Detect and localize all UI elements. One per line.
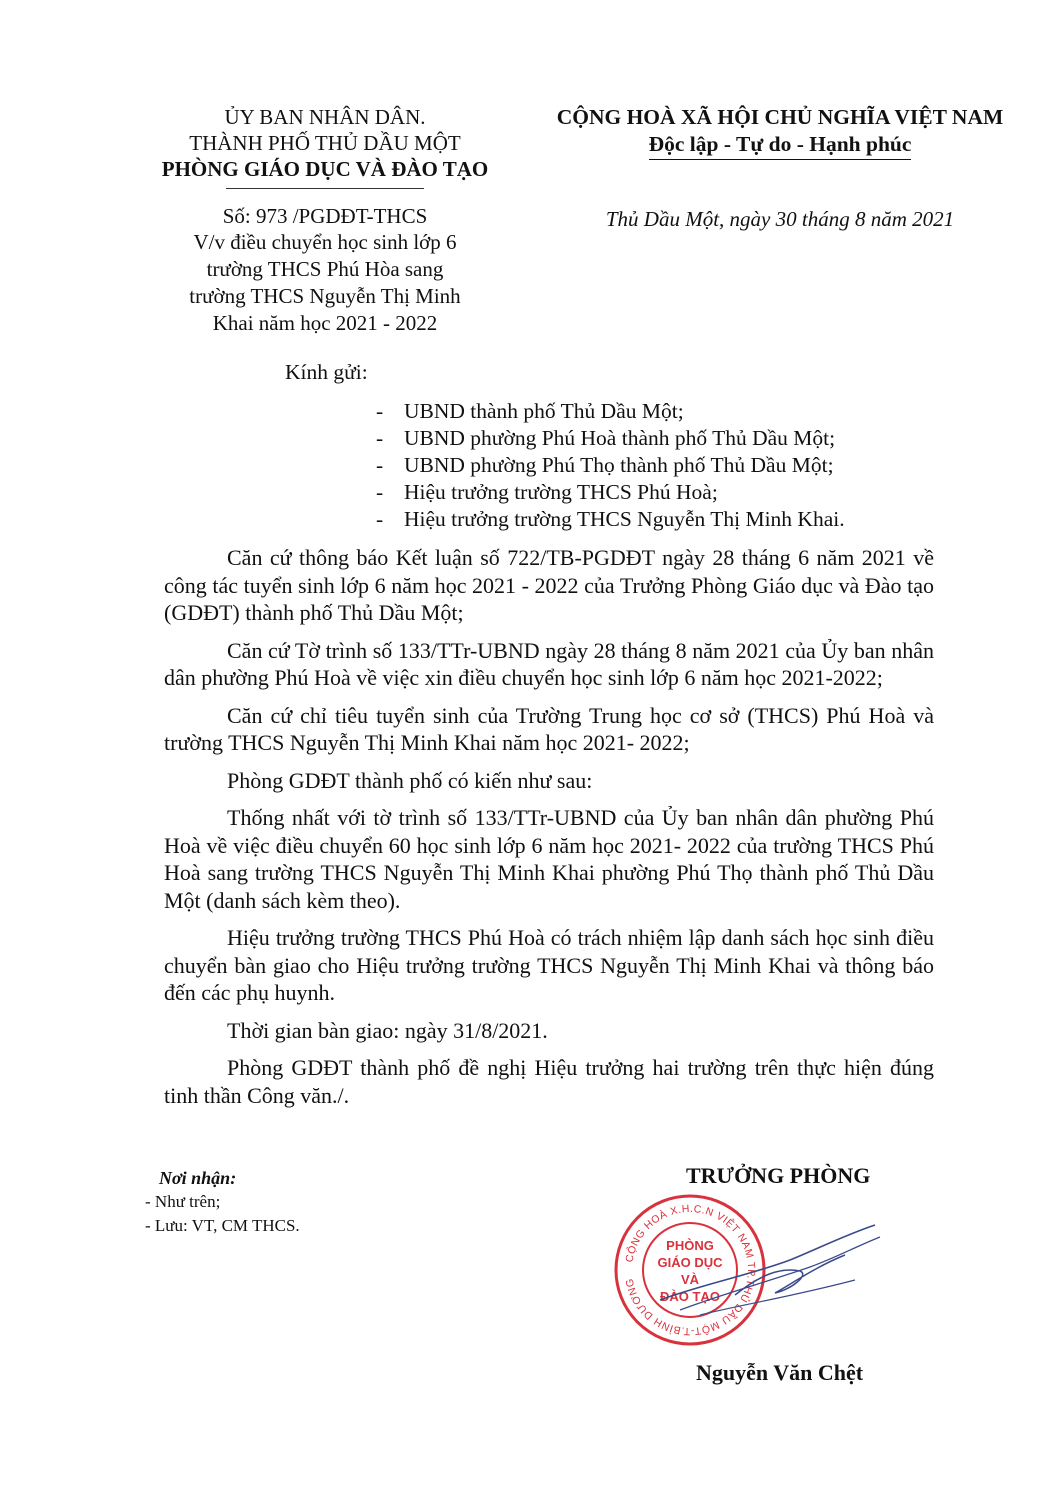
body-paragraph: Căn cứ thông báo Kết luận số 722/TB-PGDĐT ngày 28 tháng 6 năm 2021 về công tác tuyển sinh lớp 6 năm học 2021 - 2022 của Trưởng Phòng Giáo dục và Đào tạo (GDĐT) thành phố Thủ Dầu Một; — [164, 545, 934, 625]
signer-title: TRƯỞNG PHÒNG — [686, 1163, 871, 1188]
distribution-item: - Lưu: VT, CM THCS. — [145, 1216, 300, 1235]
list-item: - Hiệu trưởng trường THCS Phú Hoà; — [376, 480, 718, 504]
department-name: PHÒNG GIÁO DỤC VÀ ĐÀO TẠO — [161, 157, 489, 181]
body-paragraph: Phòng GDĐT thành phố có kiến như sau: — [227, 767, 593, 793]
svg-text:ĐÀO TẠO: ĐÀO TẠO — [660, 1289, 720, 1304]
list-item: - UBND thành phố Thủ Dầu Một; — [376, 399, 684, 423]
body-paragraph: Căn cứ Tờ trình số 133/TTr-UBND ngày 28 tháng 8 năm 2021 của Ủy ban nhân dân phường Phú Hoà về việc xin điều chuyển học sinh lớp 6 năm học 2021-2022; — [164, 637, 934, 690]
list-item: - UBND phường Phú Hoà thành phố Thủ Dầu Một; — [376, 426, 836, 450]
city-name: THÀNH PHỐ THỦ DẦU MỘT — [189, 131, 461, 155]
subject-line: trường THCS Phú Hòa sang — [206, 257, 444, 281]
distribution-title: Nơi nhận: — [159, 1168, 237, 1188]
issuing-agency-block — [130, 104, 520, 337]
distribution-list — [145, 1166, 300, 1238]
body-paragraph: Phòng GDĐT thành phố đề nghị Hiệu trưởng hai trường trên thực hiện đúng tinh thần Công văn./. — [164, 1055, 934, 1108]
body-paragraph: Thời gian bàn giao: ngày 31/8/2021. — [227, 1017, 548, 1043]
header-divider — [226, 188, 424, 189]
svg-text:GIÁO DỤC: GIÁO DỤC — [657, 1255, 723, 1270]
subject-line: Khai năm học 2021 - 2022 — [212, 311, 438, 335]
body-paragraph: Thống nhất với tờ trình số 133/TTr-UBND của Ủy ban nhân dân phường Phú Hoà về việc điều chuyển 60 học sinh lớp 6 năm học 2021- 2022 của trường THCS Phú Hoà sang trường THCS Nguyễn Thị Minh Khai phường Phú Thọ thành phố Thủ Dầu Một (danh sách kèm theo). — [164, 805, 934, 913]
signer-name: Nguyễn Văn Chệt — [696, 1360, 864, 1385]
body-paragraph: Hiệu trưởng trường THCS Phú Hoà có trách nhiệm lập danh sách học sinh điều chuyển bàn giao cho Hiệu trưởng trường THCS Nguyễn Thị Minh Khai và thông báo đến các phụ huynh. — [164, 925, 934, 1005]
list-item: - UBND phường Phú Thọ thành phố Thủ Dầu Một; — [376, 453, 834, 477]
list-item: - Hiệu trưởng trường THCS Nguyễn Thị Minh Khai. — [376, 507, 845, 531]
greeting: Kính gửi: — [285, 360, 368, 384]
subject-line: trường THCS Nguyễn Thị Minh — [189, 284, 461, 308]
subject-line: V/v điều chuyển học sinh lớp 6 — [193, 230, 457, 254]
place-and-date: Thủ Dầu Một, ngày 30 tháng 8 năm 2021 — [605, 207, 955, 231]
handwritten-signature — [640, 1205, 890, 1325]
svg-text:PHÒNG: PHÒNG — [666, 1238, 714, 1253]
national-header-block — [535, 104, 1025, 233]
svg-text:VÀ: VÀ — [680, 1272, 700, 1287]
agency-name: ỦY BAN NHÂN DÂN. — [224, 105, 426, 129]
document-body — [164, 544, 934, 1119]
body-paragraph: Căn cứ chỉ tiêu tuyển sinh của Trường Trung học cơ sở (THCS) Phú Hoà và trường THCS Nguyễn Thị Minh Khai năm học 2021- 2022; — [164, 702, 934, 755]
national-motto: Độc lập - Tự do - Hạnh phúc — [649, 131, 912, 160]
document-subject — [130, 229, 520, 337]
distribution-item: - Như trên; — [145, 1192, 221, 1211]
svg-text:CỘNG HOÀ X.H.C.N VIỆT NAM TP.: CỘNG HOÀ X.H.C.N VIỆT NAM TP.THỦ DẦU MỘT-T.BÌNH DƯƠNG — [623, 1202, 758, 1338]
recipient-list — [376, 398, 976, 533]
document-number: Số: 973 /PGDĐT-THCS — [222, 204, 428, 228]
nation-title: CỘNG HOÀ XÃ HỘI CHỦ NGHĨA VIỆT NAM — [556, 105, 1004, 129]
